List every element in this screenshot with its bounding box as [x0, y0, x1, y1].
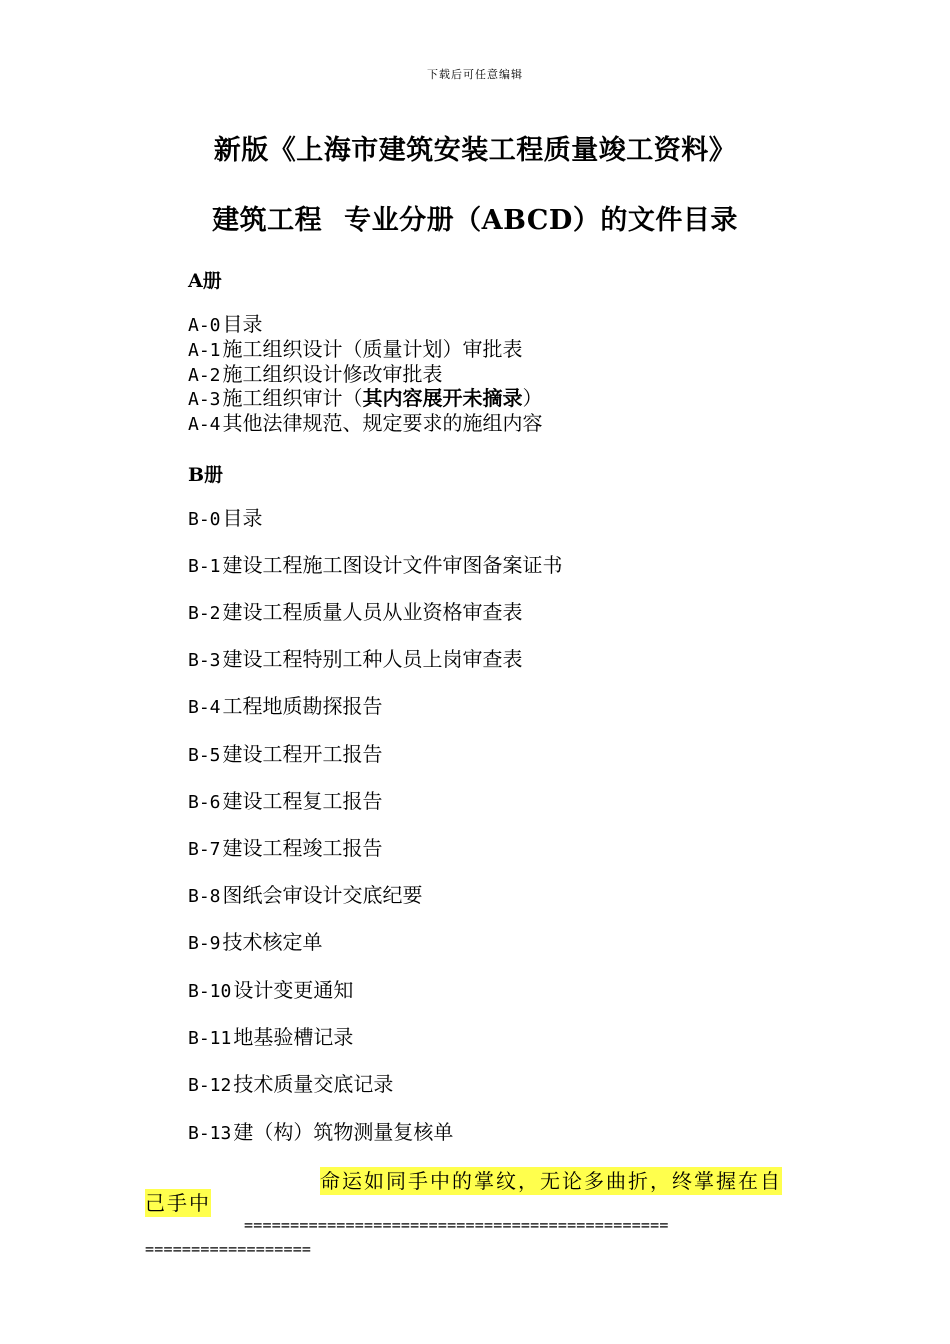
- item-text: 建设工程复工报告: [222, 789, 383, 813]
- item-text: 建（构）筑物测量复核单: [233, 1120, 454, 1144]
- item-code: B-1: [188, 556, 221, 577]
- item-code: B-7: [188, 839, 221, 860]
- section-b-title: B册: [188, 464, 224, 486]
- item-code: A-4: [188, 414, 221, 435]
- item-text: 施工组织设计（质量计划）审批表: [222, 337, 523, 361]
- item-text: 技术核定单: [222, 930, 323, 954]
- item-text: 技术质量交底记录: [233, 1072, 394, 1096]
- item-code: B-6: [188, 792, 221, 813]
- subtitle-part-1: 建筑工程: [212, 205, 323, 236]
- item-text: 其他法律规范、规定要求的施组内容: [222, 411, 543, 435]
- item-code: B-13: [188, 1123, 232, 1144]
- list-item: [188, 978, 353, 1004]
- item-code: B-9: [188, 933, 221, 954]
- item-code: A-3: [188, 389, 221, 410]
- list-item: [188, 1072, 393, 1098]
- list-item: [188, 930, 323, 956]
- item-code: B-2: [188, 603, 221, 624]
- list-item: [188, 362, 443, 388]
- quote-line-1: 命运如同手中的掌纹，无论多曲折，终掌握在自: [320, 1169, 782, 1193]
- item-code: B-8: [188, 886, 221, 907]
- divider-equals-1: ==============================================: [244, 1216, 669, 1234]
- item-text: 建设工程特别工种人员上岗审查表: [222, 647, 523, 671]
- list-item: [188, 553, 563, 579]
- item-text: 工程地质勘探报告: [222, 694, 383, 718]
- item-text: 建设工程开工报告: [222, 742, 383, 766]
- item-text: 施工组织设计修改审批表: [222, 362, 443, 386]
- item-text: 建设工程质量人员从业资格审查表: [222, 600, 523, 624]
- list-item: [188, 312, 263, 338]
- item-text: 设计变更通知: [233, 978, 354, 1002]
- item-code: B-4: [188, 697, 221, 718]
- list-item: [188, 1120, 453, 1146]
- item-tail: ）: [522, 386, 543, 410]
- item-code: B-12: [188, 1075, 232, 1096]
- item-code: B-5: [188, 745, 221, 766]
- quote-line-2: 己手中: [145, 1191, 211, 1215]
- item-text: 图纸会审设计交底纪要: [222, 883, 423, 907]
- divider-equals-2: ==================: [145, 1240, 312, 1258]
- item-text: 建设工程施工图设计文件审图备案证书: [222, 553, 563, 577]
- list-item: [188, 386, 543, 412]
- list-item: [188, 506, 263, 532]
- document-title: 新版《上海市建筑安装工程质量竣工资料》: [213, 135, 737, 166]
- item-code: A-1: [188, 340, 221, 361]
- item-code: B-3: [188, 650, 221, 671]
- item-code: B-0: [188, 509, 221, 530]
- item-code: B-10: [188, 981, 232, 1002]
- list-item: [188, 836, 383, 862]
- list-item: [188, 647, 523, 673]
- list-item: [188, 411, 543, 437]
- header-note: 下载后可任意编辑: [427, 68, 523, 81]
- list-item: [188, 883, 423, 909]
- item-text: 目录: [222, 312, 263, 336]
- item-text: 目录: [222, 506, 263, 530]
- list-item: [188, 742, 383, 768]
- section-a-title: A册: [188, 270, 222, 292]
- item-text: 施工组织审计（: [222, 386, 363, 410]
- item-code: A-2: [188, 365, 221, 386]
- list-item: [188, 600, 523, 626]
- list-item: [188, 337, 523, 363]
- subtitle-part-2: 专业分册（ABCD）的文件目录: [344, 205, 738, 236]
- list-item: [188, 1025, 353, 1051]
- item-code: B-11: [188, 1028, 232, 1049]
- list-item: [188, 694, 383, 720]
- item-text: 地基验槽记录: [233, 1025, 354, 1049]
- item-text: 建设工程竣工报告: [222, 836, 383, 860]
- list-item: [188, 789, 383, 815]
- item-bold-note: 其内容展开未摘录: [362, 386, 523, 410]
- item-code: A-0: [188, 315, 221, 336]
- document-subtitle: [0, 198, 950, 237]
